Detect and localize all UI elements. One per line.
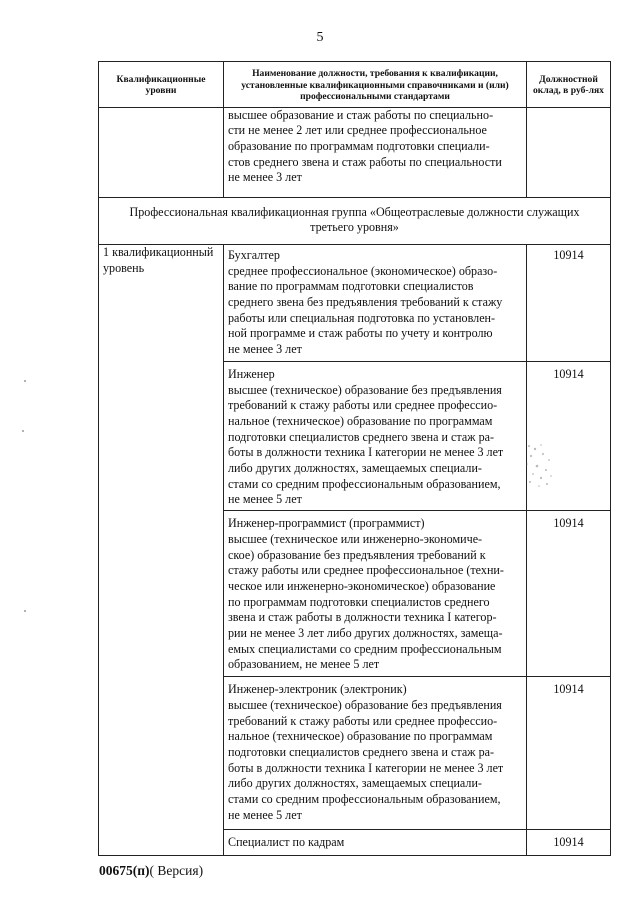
- requirement-line: подготовки специалистов среднего звена и стаж ра-: [228, 429, 495, 444]
- position-title: Инженер-электроник (электроник): [228, 682, 407, 697]
- requirement-line: либо других должностях, замещаемых специали-: [228, 776, 482, 791]
- level-cell-empty: [99, 107, 224, 197]
- requirement-line: подготовки специалистов среднего звена и стаж ра-: [228, 745, 495, 759]
- requirement-line: высшее образование и стаж работы по специально-: [228, 107, 494, 122]
- position-cell: [224, 244, 527, 361]
- position-title: Инженер-программист (программист): [228, 516, 425, 531]
- salary-value: 10914: [527, 677, 611, 829]
- requirement-line: требований к стажу работы или среднее профессио-: [228, 398, 498, 413]
- requirement-line: по программам подготовки специалистов среднего: [228, 594, 490, 609]
- position-cell: [224, 511, 527, 677]
- scan-dot: [22, 430, 24, 432]
- scan-dot: [24, 610, 26, 612]
- requirement-line: нальное (техническое) образование по программам: [228, 729, 493, 744]
- position-cell: [224, 829, 527, 855]
- requirement-line: высшее (техническое) образование без предъявления: [228, 382, 502, 397]
- requirement-line: боты в должности техника I категории не менее 3 лет: [228, 445, 504, 460]
- requirement-line: требований к стажу работы или среднее профессио-: [228, 713, 498, 728]
- requirement-line: ческое или инженерно-экономическое) образование: [228, 578, 496, 593]
- requirement-line: стов среднего звена и стаж работы по специальности: [228, 154, 502, 169]
- requirement-line: высшее (техническое) образование без предъявления: [228, 697, 502, 712]
- position-cell: [224, 677, 527, 829]
- requirement-line: сти не менее 2 лет или среднее профессиональное: [228, 123, 487, 138]
- group-title-row: [99, 197, 611, 244]
- requirement-line: боты в должности техника I категории не менее 3 лет: [228, 760, 504, 775]
- requirement-line: образование по программам подготовки специали-: [228, 138, 490, 153]
- salary-value: 10914: [527, 361, 611, 510]
- requirement-line: среднего звена без предъявления требований к стажу: [228, 295, 503, 310]
- header-salary: Должностной оклад, в руб-лях: [527, 62, 611, 108]
- continued-requirements-cell: [224, 107, 527, 197]
- requirement-line: ной программе и стаж работы по учету и контролю: [228, 326, 493, 341]
- document-code: [99, 863, 203, 879]
- salary-cell-empty: [527, 107, 611, 197]
- table-row: [99, 107, 611, 197]
- requirement-line: стажу работы или среднее профессиональное (техни-: [228, 563, 504, 578]
- requirement-line: не менее 3 лет: [228, 342, 302, 357]
- requirement-line: образованием, не менее 5 лет: [228, 657, 380, 672]
- requirement-line: звена и стаж работы в должности техника I категор-: [228, 610, 497, 625]
- scan-artifact-icon: [521, 440, 559, 490]
- header-qualification-levels: Квалификационные уровни: [99, 62, 224, 108]
- requirement-line: высшее (техническое или инженерно-экономиче-: [228, 531, 483, 546]
- requirement-line: стами со средним профессиональным образованием,: [228, 476, 501, 491]
- requirement-line: вание по программам подготовки специалистов: [228, 279, 474, 294]
- document-code-number: 00675(п): [99, 863, 150, 878]
- level-label: 1 квалификационный уровень: [99, 244, 224, 855]
- position-cell: [224, 361, 527, 510]
- table-row: [99, 244, 611, 361]
- page-number: 5: [316, 30, 324, 45]
- header-position-requirements: Наименование должности, требования к квалификации, установленные квалификационными справочниками и (или) профессиональными стандартами: [224, 62, 527, 108]
- requirement-line: не менее 3 лет: [228, 170, 302, 185]
- salary-value: 10914: [527, 511, 611, 677]
- salary-value: 10914: [527, 244, 611, 361]
- requirement-line: среднее профессиональное (экономическое) образо-: [228, 263, 498, 278]
- requirement-line: работы или специальная подготовка по установлен-: [228, 310, 496, 325]
- salary-value: 10914: [527, 829, 611, 855]
- group-title: Профессиональная квалификационная группа «Общеотраслевые должности служащих третьего уровня»: [99, 197, 611, 244]
- requirement-line: ское) образование без предъявления требований к: [228, 547, 486, 562]
- scan-dot: [24, 380, 26, 382]
- requirement-line: не менее 5 лет: [228, 807, 302, 822]
- requirement-line: нальное (техническое) образование по программам: [228, 413, 493, 428]
- requirement-line: не менее 5 лет: [228, 492, 302, 507]
- position-title: Инженер: [228, 366, 275, 381]
- position-title: Бухгалтер: [228, 247, 280, 262]
- document-version: ( Версия): [149, 863, 204, 878]
- table-header-row: [99, 62, 611, 108]
- requirement-line: емых специалистами со средним профессиональным: [228, 641, 502, 656]
- requirement-line: либо других должностях, замещаемых специали-: [228, 461, 482, 476]
- requirement-line: рии не менее 3 лет либо других должностях, замеща-: [228, 626, 503, 641]
- requirement-line: стами со средним профессиональным образованием,: [228, 792, 501, 807]
- position-title: Специалист по кадрам: [228, 834, 345, 849]
